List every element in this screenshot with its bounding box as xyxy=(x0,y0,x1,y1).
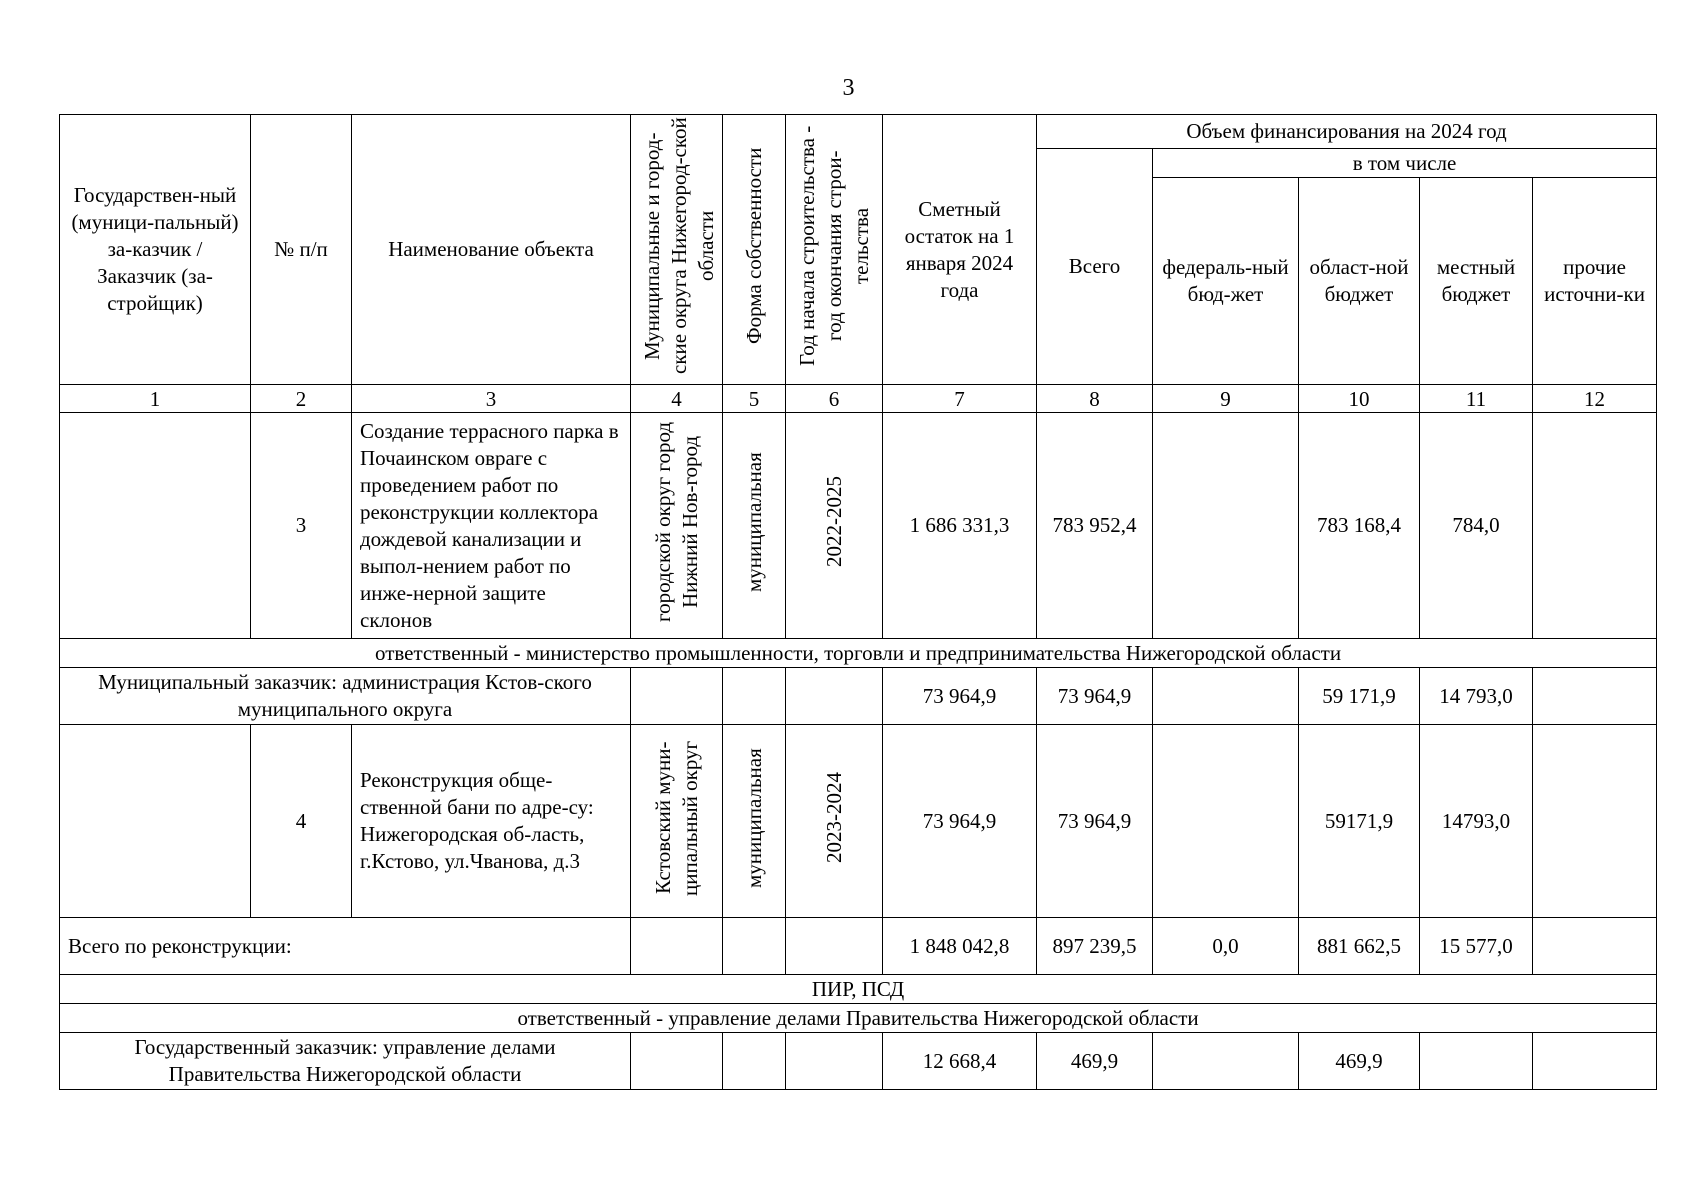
total-reconstruction-municipality xyxy=(631,918,723,975)
object4-balance: 73 964,9 xyxy=(883,725,1037,918)
header-object-name: Наименование объекта xyxy=(352,115,631,385)
object3-ownership xyxy=(723,413,786,639)
responsible-administration: ответственный - управление делами Правительства Нижегородской области xyxy=(60,1004,1657,1033)
object3-federal xyxy=(1153,413,1299,639)
object4-municipality xyxy=(631,725,723,918)
customer-kstovo-regional: 59 171,9 xyxy=(1299,668,1420,725)
total-reconstruction-row xyxy=(60,918,1657,975)
total-reconstruction-ownership xyxy=(723,918,786,975)
customer-gov-years xyxy=(786,1033,883,1090)
object4-name: Реконструкция обще-ственной бани по адре-су: Нижегородская об-ласть, г.Кстово, ул.Чванова, д.3 xyxy=(352,725,631,918)
column-number: 7 xyxy=(883,385,1037,413)
total-reconstruction-total: 897 239,5 xyxy=(1037,918,1153,975)
object3-total: 783 952,4 xyxy=(1037,413,1153,639)
total-reconstruction-federal: 0,0 xyxy=(1153,918,1299,975)
column-number: 9 xyxy=(1153,385,1299,413)
header-ownership xyxy=(723,115,786,385)
column-number: 11 xyxy=(1420,385,1533,413)
object3-name: Создание террасного парка в Почаинском овраге с проведением работ по реконструкции коллектора дождевой канализации и выпол-нением работ по инже-нерной защите склонов xyxy=(352,413,631,639)
customer-kstovo-federal xyxy=(1153,668,1299,725)
customer-gov-label: Государственный заказчик: управление делами Правительства Нижегородской области xyxy=(60,1033,631,1090)
total-reconstruction-balance: 1 848 042,8 xyxy=(883,918,1037,975)
column-number: 5 xyxy=(723,385,786,413)
customer-kstovo-other xyxy=(1533,668,1657,725)
total-reconstruction-years xyxy=(786,918,883,975)
section-pir-title: ПИР, ПСД xyxy=(60,975,1657,1004)
column-number: 12 xyxy=(1533,385,1657,413)
responsible-row-2 xyxy=(60,1004,1657,1033)
header-balance: Сметный остаток на 1 января 2024 года xyxy=(883,115,1037,385)
header-other: прочие источни-ки xyxy=(1533,178,1657,385)
object3-municipality-text: городской округ город Нижний Нов-город xyxy=(650,421,702,623)
customer-row-gov xyxy=(60,1033,1657,1090)
object3-local: 784,0 xyxy=(1420,413,1533,639)
customer-gov-regional: 469,9 xyxy=(1299,1033,1420,1090)
customer-kstovo-balance: 73 964,9 xyxy=(883,668,1037,725)
column-number: 10 xyxy=(1299,385,1420,413)
customer-gov-federal xyxy=(1153,1033,1299,1090)
header-ownership-text: Форма собственности xyxy=(741,147,766,345)
total-reconstruction-other xyxy=(1533,918,1657,975)
customer-gov-ownership xyxy=(723,1033,786,1090)
customer-kstovo-total: 73 964,9 xyxy=(1037,668,1153,725)
object3-regional: 783 168,4 xyxy=(1299,413,1420,639)
object4-federal xyxy=(1153,725,1299,918)
customer-kstovo-local: 14 793,0 xyxy=(1420,668,1533,725)
object4-customer xyxy=(60,725,251,918)
column-number: 4 xyxy=(631,385,723,413)
header-years-text: Год начала строительства - год окончания строи-тельства xyxy=(795,125,873,367)
object4-years xyxy=(786,725,883,918)
object4-local: 14793,0 xyxy=(1420,725,1533,918)
total-reconstruction-local: 15 577,0 xyxy=(1420,918,1533,975)
column-number: 3 xyxy=(352,385,631,413)
header-row-1 xyxy=(60,115,1657,149)
customer-row-kstovo xyxy=(60,668,1657,725)
header-financing-group: Объем финансирования на 2024 год xyxy=(1037,115,1657,149)
object4-regional: 59171,9 xyxy=(1299,725,1420,918)
customer-gov-total: 469,9 xyxy=(1037,1033,1153,1090)
customer-kstovo-ownership xyxy=(723,668,786,725)
table-row-object-3 xyxy=(60,413,1657,639)
object4-other xyxy=(1533,725,1657,918)
table-row-object-4 xyxy=(60,725,1657,918)
object4-ownership xyxy=(723,725,786,918)
column-number-row xyxy=(60,385,1657,413)
header-customer: Государствен-ный (муници-пальный) за-казчик / Заказчик (за-стройщик) xyxy=(60,115,251,385)
header-number: № п/п xyxy=(251,115,352,385)
object4-number: 4 xyxy=(251,725,352,918)
header-local: местный бюджет xyxy=(1420,178,1533,385)
object3-other xyxy=(1533,413,1657,639)
header-including-group: в том числе xyxy=(1153,149,1657,178)
page-number: 3 xyxy=(842,75,855,101)
customer-gov-balance: 12 668,4 xyxy=(883,1033,1037,1090)
column-number: 2 xyxy=(251,385,352,413)
object3-municipality xyxy=(631,413,723,639)
header-municipality xyxy=(631,115,723,385)
financing-table xyxy=(59,114,1657,1090)
header-municipality-text: Муниципальные и город-ские округа Нижегород-ской области xyxy=(640,117,718,375)
responsible-ministry: ответственный - министерство промышленности, торговли и предпринимательства Нижегородской области xyxy=(60,639,1657,668)
customer-gov-other xyxy=(1533,1033,1657,1090)
object3-years xyxy=(786,413,883,639)
column-number: 8 xyxy=(1037,385,1153,413)
total-reconstruction-label: Всего по реконструкции: xyxy=(60,918,631,975)
object4-municipality-text: Кстовский муни-ципальный округ xyxy=(650,739,702,896)
header-regional: област-ной бюджет xyxy=(1299,178,1420,385)
object3-years-text: 2022-2025 xyxy=(821,476,846,568)
customer-gov-municipality xyxy=(631,1033,723,1090)
responsible-row-1 xyxy=(60,639,1657,668)
object3-number: 3 xyxy=(251,413,352,639)
header-years xyxy=(786,115,883,385)
object3-customer xyxy=(60,413,251,639)
customer-kstovo-municipality xyxy=(631,668,723,725)
customer-kstovo-years xyxy=(786,668,883,725)
object3-ownership-text: муниципальная xyxy=(741,452,766,592)
total-reconstruction-regional: 881 662,5 xyxy=(1299,918,1420,975)
object3-balance: 1 686 331,3 xyxy=(883,413,1037,639)
object4-ownership-text: муниципальная xyxy=(741,747,766,888)
object4-total: 73 964,9 xyxy=(1037,725,1153,918)
object4-years-text: 2023-2024 xyxy=(821,772,846,863)
customer-gov-local xyxy=(1420,1033,1533,1090)
customer-kstovo-label: Муниципальный заказчик: администрация Кстов-ского муниципального округа xyxy=(60,668,631,725)
header-total: Всего xyxy=(1037,149,1153,385)
column-number: 1 xyxy=(60,385,251,413)
section-row-pir xyxy=(60,975,1657,1004)
header-federal: федераль-ный бюд-жет xyxy=(1153,178,1299,385)
column-number: 6 xyxy=(786,385,883,413)
